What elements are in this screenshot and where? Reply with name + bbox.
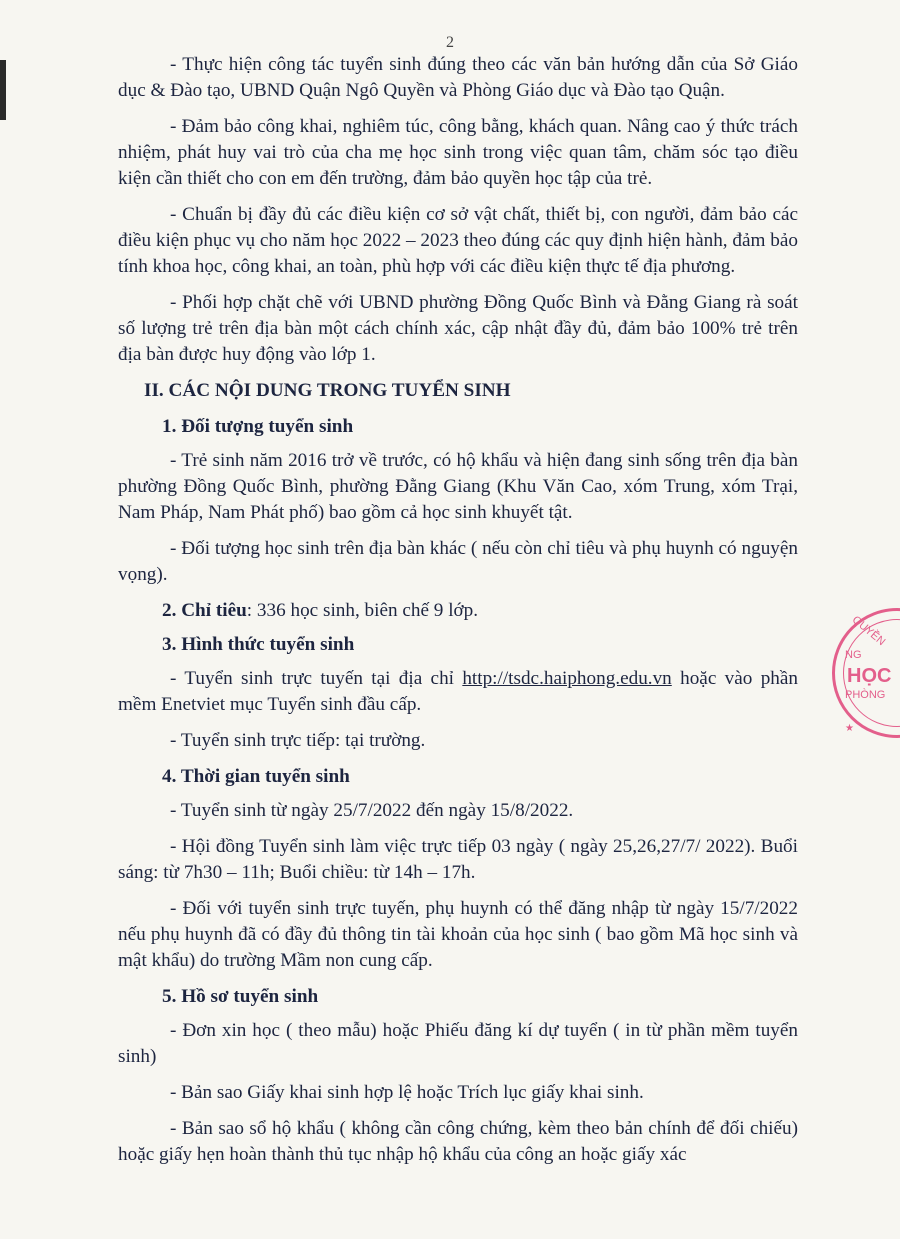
s3-paragraph-1 — [118, 666, 798, 718]
paragraph-3: - Chuẩn bị đầy đủ các điều kiện cơ sở vật chất, thiết bị, con người, đảm bảo các điều kiện phục vụ cho năm học 2022 – 2023 theo đúng các quy định hiện hành, đảm bảo tính khoa học, công khai, an toàn, phù hợp với các điều kiện thực tế địa phương. — [118, 204, 798, 277]
s3-paragraph-2: - Tuyển sinh trực tiếp: tại trường. — [170, 730, 426, 751]
s5-title: 5. Hồ sơ tuyển sinh — [162, 986, 319, 1007]
paragraph-1: - Thực hiện công tác tuyển sinh đúng theo các văn bản hướng dẫn của Sở Giáo dục & Đào tạo, UBND Quận Ngô Quyền và Phòng Giáo dục và Đào tạo Quận. — [118, 54, 798, 101]
s1-title: 1. Đối tượng tuyển sinh — [162, 416, 354, 437]
s4-title: 4. Thời gian tuyển sinh — [162, 766, 350, 787]
page-number: 2 — [446, 34, 454, 51]
stamp-text-4: PHÒNG — [845, 689, 886, 701]
stamp-text-3: HỌC — [847, 665, 892, 687]
s3-p1-before: - Tuyển sinh trực tuyến tại địa chỉ — [170, 668, 463, 689]
s3-p1-after: hoặc vào phần mềm Enetviet mục Tuyển sinh đầu cấp. — [118, 668, 798, 715]
tuyen-sinh-link[interactable]: http://tsdc.haiphong.edu.vn — [462, 668, 672, 689]
s2-title: 2. Chỉ tiêu — [162, 600, 247, 621]
s5-paragraph-2: - Bản sao Giấy khai sinh hợp lệ hoặc Trích lục giấy khai sinh. — [170, 1082, 644, 1103]
s3-title: 3. Hình thức tuyển sinh — [162, 634, 355, 655]
s4-paragraph-3: - Đối với tuyển sinh trực tuyến, phụ huynh có thể đăng nhập từ ngày 15/7/2022 nếu phụ huynh đã có đầy đủ thông tin tài khoản của học sinh ( bao gồm Mã học sinh và mật khẩu) do trường Mầm non cung cấp. — [118, 898, 798, 971]
document-body — [118, 52, 798, 1178]
s4-paragraph-2: - Hội đồng Tuyển sinh làm việc trực tiếp 03 ngày ( ngày 25,26,27/7/ 2022). Buổi sáng: từ 7h30 – 11h; Buổi chiều: từ 14h – 17h. — [118, 836, 798, 883]
section-heading: II. CÁC NỘI DUNG TRONG TUYỂN SINH — [144, 380, 511, 401]
official-stamp — [832, 608, 900, 738]
s1-paragraph-1: - Trẻ sinh năm 2016 trở về trước, có hộ khẩu và hiện đang sinh sống trên địa bàn phường Đồng Quốc Bình, phường Đằng Giang (Khu Văn Cao, xóm Trung, xóm Trại, Nam Pháp, Nam Phát phố) bao gồm cả học sinh khuyết tật. — [118, 450, 798, 523]
scan-edge-mark — [0, 60, 6, 120]
paragraph-2: - Đảm bảo công khai, nghiêm túc, công bằng, khách quan. Nâng cao ý thức trách nhiệm, phát huy vai trò của cha mẹ học sinh trong việc quan tâm, chăm sóc tạo điều kiện cần thiết cho con em đến trường, đảm bảo quyền học tập của trẻ. — [118, 116, 798, 189]
s2-line — [118, 598, 798, 624]
stamp-star-icon: ★ — [845, 723, 854, 734]
stamp-text-2: NG — [845, 649, 862, 661]
s4-paragraph-1: - Tuyển sinh từ ngày 25/7/2022 đến ngày 15/8/2022. — [170, 800, 574, 821]
s2-text: : 336 học sinh, biên chế 9 lớp. — [246, 600, 479, 621]
s5-paragraph-3: - Bản sao sổ hộ khẩu ( không cần công chứng, kèm theo bản chính để đối chiếu) hoặc giấy hẹn hoàn thành thủ tục nhập hộ khẩu của công an hoặc giấy xác — [118, 1118, 798, 1165]
s1-paragraph-2: - Đối tượng học sinh trên địa bàn khác ( nếu còn chỉ tiêu và phụ huynh có nguyện vọng). — [118, 538, 798, 585]
stamp-text-1: QUYỀN — [849, 613, 888, 649]
paragraph-4: - Phối hợp chặt chẽ với UBND phường Đồng Quốc Bình và Đằng Giang rà soát số lượng trẻ trên địa bàn một cách chính xác, cập nhật đầy đủ, đảm bảo 100% trẻ trên địa bàn được huy động vào lớp 1. — [118, 292, 798, 365]
s5-paragraph-1: - Đơn xin học ( theo mẫu) hoặc Phiếu đăng kí dự tuyển ( in từ phần mềm tuyển sinh) — [118, 1020, 798, 1067]
